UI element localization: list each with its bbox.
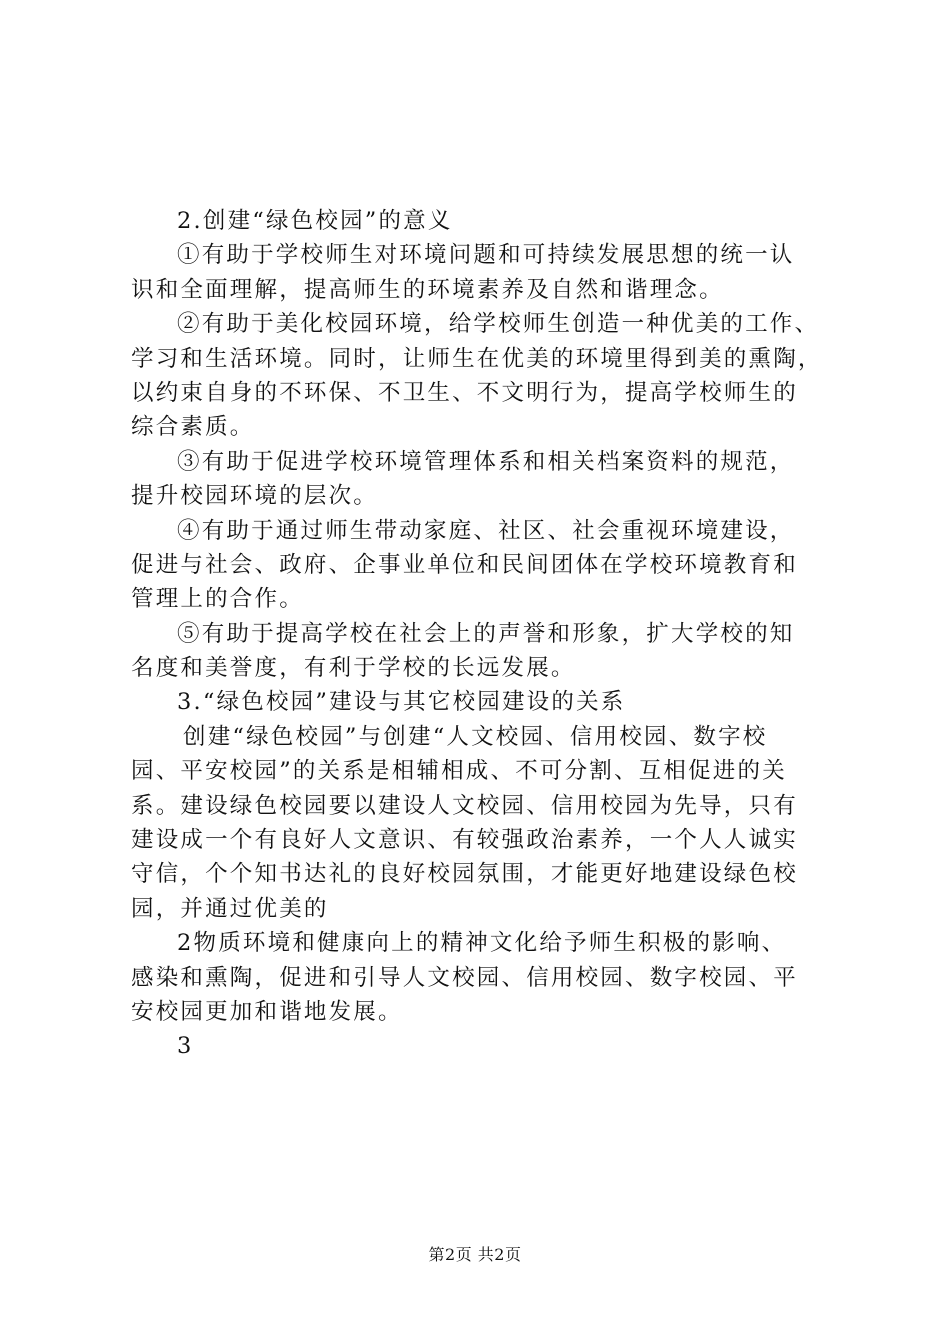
paragraph-line: 2物质环境和健康向上的精神文化给予师生积极的影响、	[177, 930, 787, 957]
paragraph-line: 建设成一个有良好人文意识、有较强政治素养，一个人人诚实	[131, 827, 798, 854]
document-body	[131, 204, 831, 1064]
paragraph-line: 园，并通过优美的	[131, 895, 329, 922]
paragraph-line: 系。建设绿色校园要以建设人文校园、信用校园为先导，只有	[131, 792, 798, 819]
page-number-footer: 第2页 共2页	[428, 1245, 522, 1264]
paragraph-line: 综合素质。	[131, 414, 255, 441]
paragraph-line: 识和全面理解，提高师生的环境素养及自然和谐理念。	[131, 276, 724, 303]
paragraph-line: 提升校园环境的层次。	[131, 483, 379, 510]
section-heading: 3.“绿色校园”建设与其它校园建设的关系	[177, 689, 626, 716]
paragraph-line: 创建“绿色校园”与创建“人文校园、信用校园、数字校	[183, 723, 768, 750]
section-heading: 2.创建“绿色校园”的意义	[177, 208, 453, 234]
paragraph-line: 园、平安校园”的关系是相辅相成、不可分割、互相促进的关	[131, 758, 787, 785]
paragraph-line: ②有助于美化校园环境，给学校师生创造一种优美的工作、	[177, 311, 820, 338]
paragraph-line: ③有助于促进学校环境管理体系和相关档案资料的规范，	[177, 448, 795, 475]
paragraph-line: 学习和生活环境。同时，让师生在优美的环境里得到美的熏陶，	[131, 345, 823, 372]
paragraph-line: 感染和熏陶，促进和引导人文校园、信用校园、数字校园、平	[131, 964, 798, 991]
paragraph-line: 安校园更加和谐地发展。	[131, 998, 403, 1025]
paragraph-line: 名度和美誉度，有利于学校的长远发展。	[131, 655, 576, 682]
paragraph-line: 3	[177, 1033, 194, 1060]
paragraph-line: 以约束自身的不环保、不卫生、不文明行为，提高学校师生的	[131, 379, 798, 406]
paragraph-line: ①有助于学校师生对环境问题和可持续发展思想的统一认	[177, 242, 795, 269]
paragraph-line: ④有助于通过师生带动家庭、社区、社会重视环境建设，	[177, 517, 795, 544]
paragraph-line: 促进与社会、政府、企事业单位和民间团体在学校环境教育和	[131, 551, 798, 578]
paragraph-line: 管理上的合作。	[131, 586, 304, 613]
paragraph-line: ⑤有助于提高学校在社会上的声誉和形象，扩大学校的知	[177, 620, 795, 647]
paragraph-line: 守信，个个知书达礼的良好校园氛围，才能更好地建设绿色校	[131, 861, 798, 888]
